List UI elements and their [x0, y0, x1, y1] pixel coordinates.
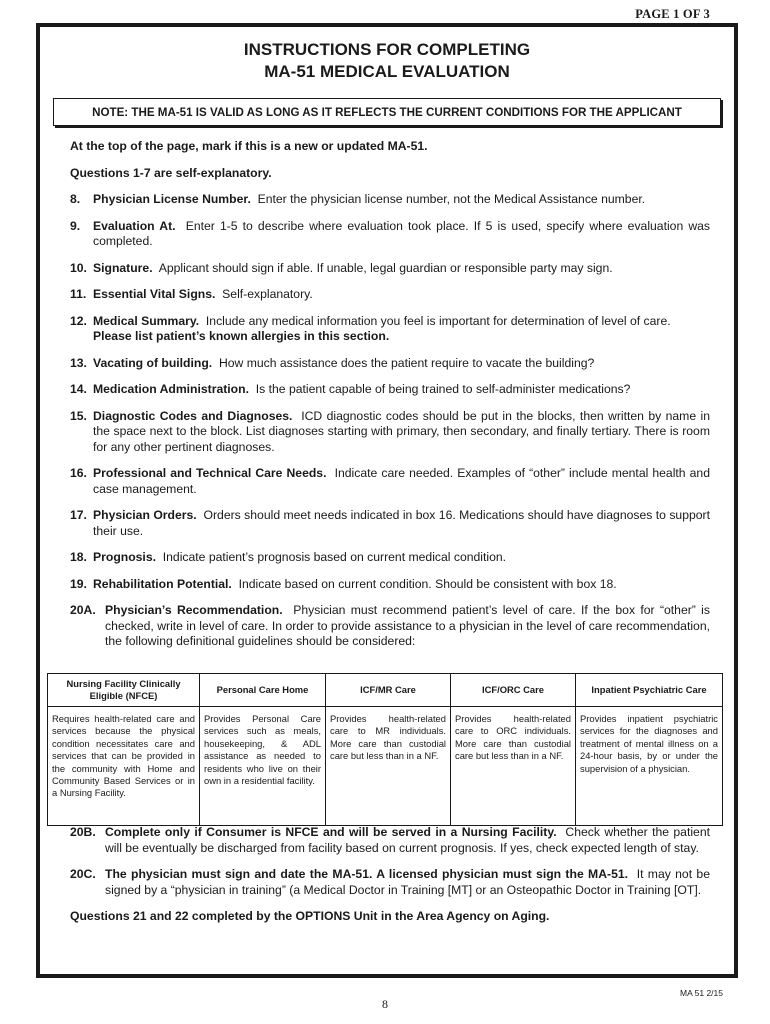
intro-line-1: At the top of the page, mark if this is a new or updated MA-51. — [70, 139, 428, 153]
item-heading: Signature. — [93, 260, 153, 275]
item-heading: Rehabilitation Potential. — [93, 576, 232, 591]
table-header: ICF/ORC Care — [451, 674, 576, 707]
instruction-11 — [70, 287, 710, 303]
instruction-19 — [70, 577, 710, 593]
item-heading: Medical Summary. — [93, 313, 200, 328]
instruction-14 — [70, 382, 710, 398]
item-heading: Physician Orders. — [93, 508, 197, 522]
item-text: Indicate based on current condition. Should be consistent with box 18. — [238, 576, 617, 591]
intro-line-2: Questions 1-7 are self-explanatory. — [70, 165, 272, 180]
item-text: Enter the physician license number, not the Medical Assistance number. — [257, 192, 646, 206]
item-number: 20B. — [70, 825, 96, 839]
item-heading: Complete only if Consumer is NFCE and will be served in a Nursing Facility. — [105, 825, 557, 839]
item-text: Self-explanatory. — [222, 287, 313, 301]
item-text: Enter 1-5 to describe where evaluation took place. If 5 is used, specify where evaluation was completed. — [93, 218, 710, 248]
item-text: Indicate care needed. Examples of “other” include mental health and case management. — [93, 466, 710, 496]
item-number: 8. — [70, 192, 81, 206]
table-cell: Provides Personal Care services such as meals, housekeeping, & ADL assistance as needed to residents who live on their own in a residential facility. — [200, 707, 326, 825]
level-of-care-table — [47, 673, 723, 826]
item-heading: Professional and Technical Care Needs. — [93, 466, 327, 480]
item-heading: Medication Administration. — [93, 382, 249, 396]
instruction-20a — [70, 603, 710, 650]
item-heading: The physician must sign and date the MA-51. A licensed physician must sign the MA-51. — [105, 867, 629, 881]
item-text: Applicant should sign if able. If unable, legal guardian or responsible party may sign. — [158, 260, 613, 275]
item-number: 14. — [70, 382, 87, 396]
item-number: 18. — [70, 550, 87, 564]
instruction-15 — [70, 409, 710, 456]
item-text: Orders should meet needs indicated in box 16. Medications should have diagnoses to support their use. — [93, 508, 710, 538]
instruction-20c — [70, 867, 710, 898]
item-number: 15. — [70, 408, 87, 423]
item-text: Check whether the patient will be eventually be discharged from facility based on current prognosis. If yes, check expected length of stay. — [105, 825, 710, 855]
closing-note: Questions 21 and 22 completed by the OPTIONS Unit in the Area Agency on Aging. — [70, 909, 550, 923]
item-heading: Physician’s Recommendation. — [105, 603, 283, 617]
item-number: 9. — [70, 218, 81, 233]
page-indicator: PAGE 1 OF 3 — [635, 7, 710, 21]
instructions-list-continued — [70, 825, 710, 936]
item-text: It may not be signed by a “physician in training” (a Medical Doctor in Training [MT] or an Osteopathic Doctor in Training [OT]. — [105, 867, 710, 897]
item-number: 12. — [70, 313, 87, 328]
instruction-20b — [70, 825, 710, 856]
instruction-16 — [70, 466, 710, 497]
page-title — [40, 39, 734, 83]
note-box: NOTE: THE MA-51 IS VALID AS LONG AS IT REFLECTS THE CURRENT CONDITIONS FOR THE APPLICANT — [53, 98, 721, 126]
item-text: Include any medical information you feel is important for determination of level of care. — [205, 313, 671, 328]
item-heading: Essential Vital Signs. — [93, 287, 216, 301]
instruction-18 — [70, 550, 710, 566]
item-number: 20C. — [70, 867, 96, 881]
item-heading: Vacating of building. — [93, 355, 213, 370]
table-cell: Provides health-related care to MR individuals. More care than custodial care but less than in a NF. — [326, 707, 451, 825]
item-text: Physician must recommend patient’s level of care. If the box for “other” is checked, write in level of care. In order to provide assistance to a physician in the level of care recommendation, the following definitional guidelines should be considered: — [105, 603, 710, 648]
item-number: 19. — [70, 576, 87, 591]
item-text: How much assistance does the patient require to vacate the building? — [218, 355, 595, 370]
item-heading: Evaluation At. — [93, 218, 176, 233]
item-heading: Prognosis. — [93, 550, 156, 564]
document-frame — [36, 23, 738, 978]
table-header: ICF/MR Care — [326, 674, 451, 707]
instruction-13 — [70, 356, 710, 372]
table-cell: Provides inpatient psychiatric services for the diagnoses and treatment of mental illness on a 24-hour basis, by or under the supervision of a physician. — [580, 713, 718, 774]
instruction-8 — [70, 192, 710, 208]
table-header: Personal Care Home — [200, 674, 326, 707]
title-line-1: INSTRUCTIONS FOR COMPLETING — [243, 40, 531, 59]
instructions-list — [70, 139, 710, 661]
item-text: Indicate patient’s prognosis based on current medical condition. — [162, 550, 507, 564]
item-number: 16. — [70, 466, 87, 480]
instruction-12 — [70, 314, 710, 345]
item-bold-note: Please list patient’s known allergies in this section. — [93, 329, 390, 343]
table-header: Nursing Facility Clinically Eligible (NFCE) — [48, 674, 200, 707]
item-heading: Physician License Number. — [93, 192, 251, 206]
item-number: 20A. — [70, 603, 96, 617]
instruction-10 — [70, 261, 710, 277]
item-text: ICD diagnostic codes should be put in the blocks, then written by name in the space next to the block. List diagnoses starting with primary, then secondary, and finally tertiary. There is room for any other pertinent diagnoses. — [93, 408, 710, 454]
instruction-9 — [70, 219, 710, 250]
item-number: 17. — [70, 508, 87, 522]
form-code: MA 51 2/15 — [679, 988, 723, 998]
title-line-2: MA-51 MEDICAL EVALUATION — [264, 62, 510, 81]
table-cell: Provides health-related care to ORC individuals. More care than custodial care but less than in a NF. — [451, 707, 576, 825]
instruction-17 — [70, 508, 710, 539]
item-heading: Diagnostic Codes and Diagnoses. — [93, 408, 293, 423]
item-number: 10. — [70, 260, 87, 275]
item-text: Is the patient capable of being trained to self-administer medications? — [255, 382, 631, 396]
page-number: 8 — [382, 997, 388, 1011]
item-number: 13. — [70, 355, 87, 370]
item-number: 11. — [70, 287, 87, 301]
table-cell: Requires health-related care and services because the physical condition necessitates care and services that can be provided in the community with Home and Community Based Services or in a Nursing Facility. — [48, 707, 200, 825]
table-header: Inpatient Psychiatric Care — [576, 674, 722, 707]
